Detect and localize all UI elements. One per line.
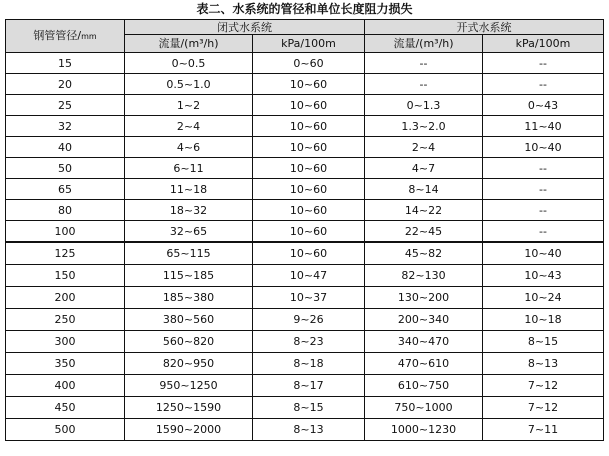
- open-flow-cell: 200~340: [365, 309, 483, 331]
- table-row: [6, 242, 604, 265]
- open-kpa-cell: 8~13: [483, 353, 604, 375]
- diameter-cell: 50: [6, 158, 125, 179]
- closed-kpa-cell: 10~60: [253, 200, 365, 221]
- diameter-cell: 25: [6, 95, 125, 116]
- pipe-diameter-header: 钢管管径/mm: [6, 20, 125, 53]
- closed-kpa-cell: 10~60: [253, 95, 365, 116]
- table-row: [6, 353, 604, 375]
- open-kpa-cell: 10~43: [483, 265, 604, 287]
- open-kpa-cell: --: [483, 179, 604, 200]
- open-kpa-cell: 7~12: [483, 375, 604, 397]
- diameter-cell: 32: [6, 116, 125, 137]
- closed-kpa-cell: 8~17: [253, 375, 365, 397]
- closed-kpa-cell: 10~60: [253, 74, 365, 95]
- table-title: 表二、水系统的管径和单位长度阻力损失: [196, 2, 413, 16]
- diameter-cell: 15: [6, 53, 125, 74]
- table-row: [6, 309, 604, 331]
- closed-kpa-cell: 8~18: [253, 353, 365, 375]
- open-kpa-cell: --: [483, 200, 604, 221]
- closed-flow-header: 流量/(m³/h): [125, 35, 253, 53]
- closed-flow-cell: 18~32: [125, 200, 253, 221]
- table-row: [6, 375, 604, 397]
- closed-flow-cell: 4~6: [125, 137, 253, 158]
- open-kpa-header: kPa/100m: [483, 35, 604, 53]
- table-row: [6, 137, 604, 158]
- closed-kpa-cell: 10~60: [253, 242, 365, 265]
- header-row-1: [6, 20, 604, 35]
- open-kpa-cell: --: [483, 74, 604, 95]
- open-kpa-cell: 8~15: [483, 331, 604, 353]
- open-flow-cell: 0~1.3: [365, 95, 483, 116]
- open-kpa-cell: 7~12: [483, 397, 604, 419]
- open-system-header: 开式水系统: [365, 20, 604, 35]
- closed-flow-cell: 185~380: [125, 287, 253, 309]
- open-kpa-cell: 10~40: [483, 137, 604, 158]
- table-row: [6, 74, 604, 95]
- table-row: [6, 179, 604, 200]
- table-row: [6, 287, 604, 309]
- table-row: [6, 116, 604, 137]
- open-flow-cell: --: [365, 74, 483, 95]
- table-row: [6, 221, 604, 243]
- diameter-cell: 250: [6, 309, 125, 331]
- closed-flow-cell: 560~820: [125, 331, 253, 353]
- diameter-cell: 200: [6, 287, 125, 309]
- closed-flow-cell: 2~4: [125, 116, 253, 137]
- closed-flow-cell: 380~560: [125, 309, 253, 331]
- diameter-cell: 65: [6, 179, 125, 200]
- diameter-cell: 300: [6, 331, 125, 353]
- table-row: [6, 265, 604, 287]
- open-flow-cell: --: [365, 53, 483, 74]
- table-row: [6, 200, 604, 221]
- open-flow-cell: 45~82: [365, 242, 483, 265]
- open-kpa-cell: 7~11: [483, 419, 604, 441]
- closed-flow-cell: 65~115: [125, 242, 253, 265]
- diameter-cell: 450: [6, 397, 125, 419]
- open-kpa-cell: --: [483, 221, 604, 243]
- table-row: [6, 331, 604, 353]
- closed-flow-cell: 1~2: [125, 95, 253, 116]
- table-row: [6, 53, 604, 74]
- open-kpa-cell: --: [483, 53, 604, 74]
- diameter-cell: 350: [6, 353, 125, 375]
- open-flow-cell: 340~470: [365, 331, 483, 353]
- closed-kpa-cell: 10~37: [253, 287, 365, 309]
- open-flow-cell: 82~130: [365, 265, 483, 287]
- closed-flow-cell: 0.5~1.0: [125, 74, 253, 95]
- open-flow-cell: 22~45: [365, 221, 483, 243]
- open-kpa-cell: 0~43: [483, 95, 604, 116]
- open-flow-cell: 8~14: [365, 179, 483, 200]
- closed-flow-cell: 6~11: [125, 158, 253, 179]
- closed-flow-cell: 1590~2000: [125, 419, 253, 441]
- closed-kpa-cell: 8~23: [253, 331, 365, 353]
- open-flow-cell: 14~22: [365, 200, 483, 221]
- closed-kpa-cell: 9~26: [253, 309, 365, 331]
- closed-flow-cell: 0~0.5: [125, 53, 253, 74]
- closed-kpa-cell: 8~15: [253, 397, 365, 419]
- closed-kpa-cell: 8~13: [253, 419, 365, 441]
- closed-kpa-cell: 10~60: [253, 221, 365, 243]
- open-flow-cell: 4~7: [365, 158, 483, 179]
- open-flow-cell: 2~4: [365, 137, 483, 158]
- open-flow-cell: 750~1000: [365, 397, 483, 419]
- open-flow-cell: 1000~1230: [365, 419, 483, 441]
- diameter-cell: 500: [6, 419, 125, 441]
- open-kpa-cell: --: [483, 158, 604, 179]
- open-kpa-cell: 10~40: [483, 242, 604, 265]
- table-body: [6, 53, 604, 441]
- diameter-cell: 80: [6, 200, 125, 221]
- closed-flow-cell: 32~65: [125, 221, 253, 243]
- closed-kpa-cell: 10~60: [253, 137, 365, 158]
- closed-kpa-header: kPa/100m: [253, 35, 365, 53]
- open-kpa-cell: 11~40: [483, 116, 604, 137]
- closed-flow-cell: 1250~1590: [125, 397, 253, 419]
- closed-kpa-cell: 0~60: [253, 53, 365, 74]
- closed-kpa-cell: 10~60: [253, 158, 365, 179]
- closed-flow-cell: 115~185: [125, 265, 253, 287]
- open-kpa-cell: 10~18: [483, 309, 604, 331]
- table-row: [6, 95, 604, 116]
- open-flow-cell: 130~200: [365, 287, 483, 309]
- closed-flow-cell: 950~1250: [125, 375, 253, 397]
- open-flow-cell: 610~750: [365, 375, 483, 397]
- open-flow-header: 流量/(m³/h): [365, 35, 483, 53]
- open-flow-cell: 470~610: [365, 353, 483, 375]
- closed-system-header: 闭式水系统: [125, 20, 365, 35]
- closed-kpa-cell: 10~60: [253, 179, 365, 200]
- closed-flow-cell: 820~950: [125, 353, 253, 375]
- diameter-cell: 150: [6, 265, 125, 287]
- table-row: [6, 158, 604, 179]
- closed-kpa-cell: 10~47: [253, 265, 365, 287]
- diameter-cell: 100: [6, 221, 125, 243]
- closed-flow-cell: 11~18: [125, 179, 253, 200]
- closed-kpa-cell: 10~60: [253, 116, 365, 137]
- diameter-cell: 40: [6, 137, 125, 158]
- table-row: [6, 419, 604, 441]
- pipe-diameter-unit: mm: [81, 32, 97, 41]
- diameter-cell: 125: [6, 242, 125, 265]
- table-row: [6, 397, 604, 419]
- open-flow-cell: 1.3~2.0: [365, 116, 483, 137]
- diameter-cell: 400: [6, 375, 125, 397]
- diameter-cell: 20: [6, 74, 125, 95]
- pipe-resistance-table: [5, 19, 604, 441]
- open-kpa-cell: 10~24: [483, 287, 604, 309]
- pipe-diameter-label: 钢管管径: [33, 29, 78, 42]
